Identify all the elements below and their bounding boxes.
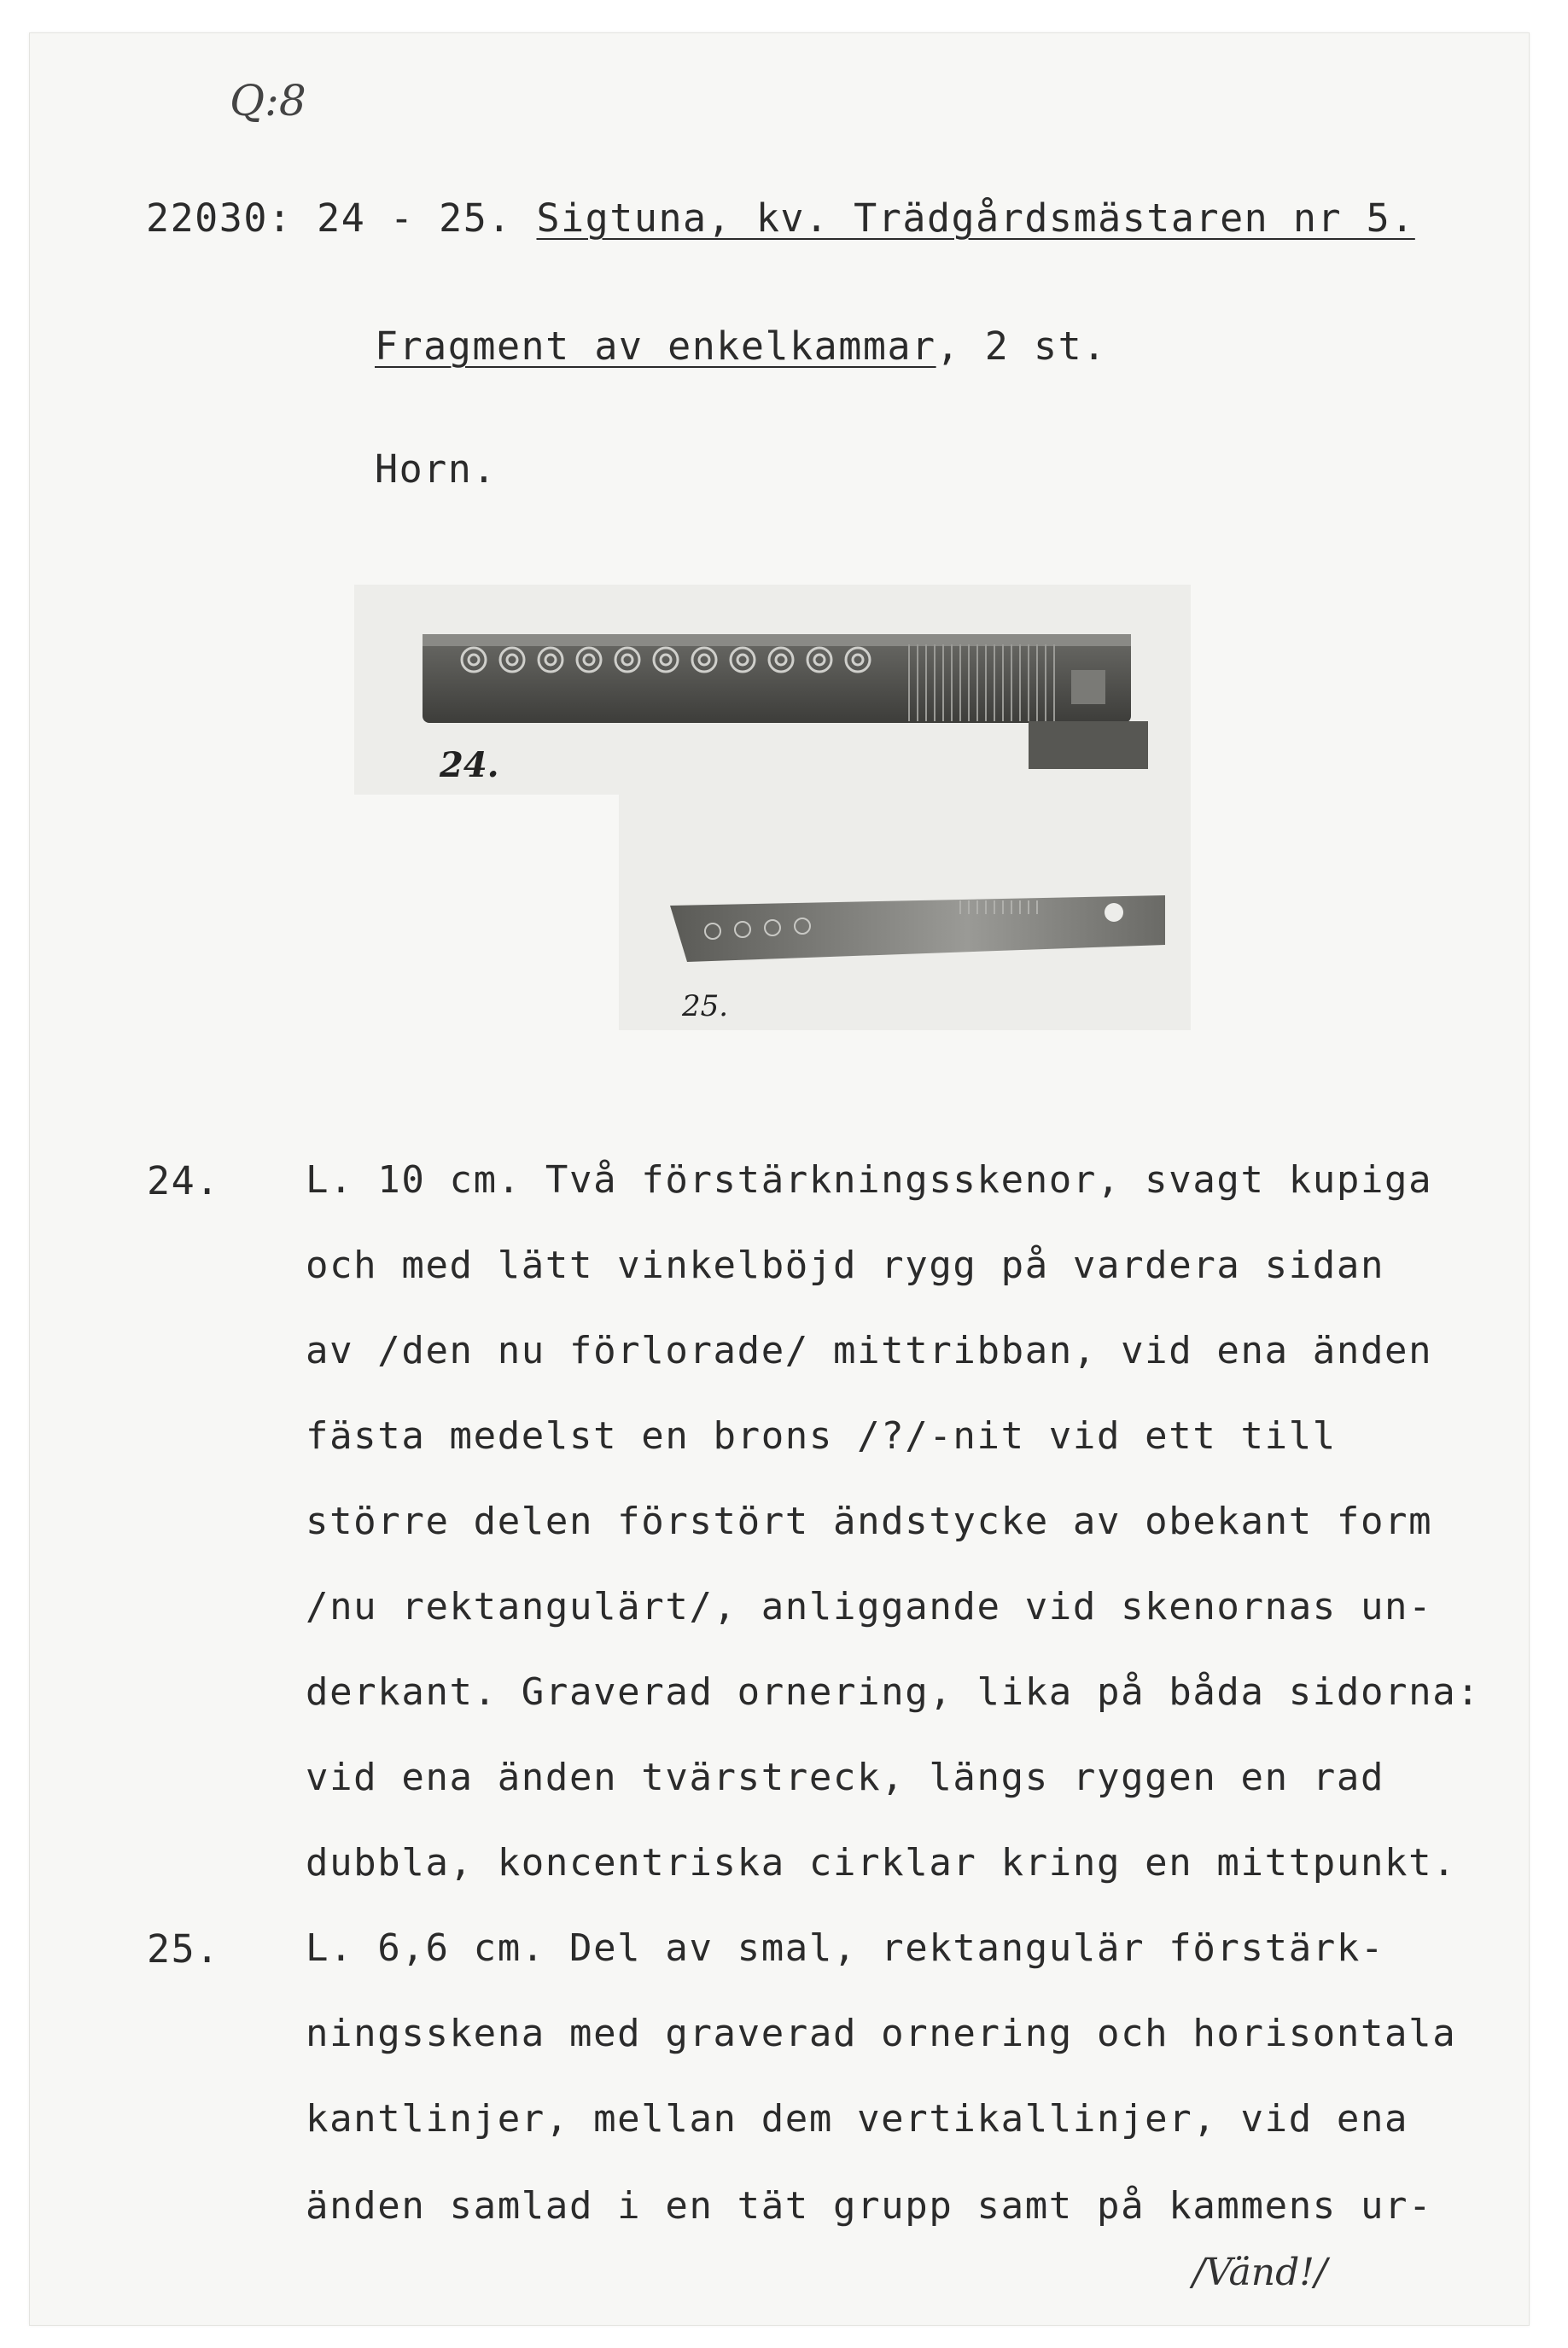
entry-25-line: kantlinjer, mellan dem vertikallinjer, vid ena bbox=[306, 2097, 1409, 2141]
entry-25-line: ningsskena med graverad ornering och horisontala bbox=[306, 2012, 1457, 2055]
handwritten-annotation: Q:8 bbox=[230, 76, 306, 125]
entry-24-line: av /den nu förlorade/ mittribban, vid ena änden bbox=[306, 1329, 1433, 1372]
object-count: , 2 st. bbox=[936, 323, 1107, 369]
entry-24-line: dubbla, koncentriska cirklar kring en mittpunkt. bbox=[306, 1841, 1457, 1885]
entry-25-line: änden samlad i en tät grupp samt på kammens ur- bbox=[306, 2184, 1433, 2228]
entry-25-line: L. 6,6 cm. Del av smal, rektangulär förstärk- bbox=[306, 1926, 1385, 1970]
catalog-card bbox=[29, 32, 1530, 2326]
object-line bbox=[375, 323, 1107, 369]
entry-24-line: större delen förstört ändstycke av obekant form bbox=[306, 1500, 1433, 1543]
entry-24-line: /nu rektangulärt/, anliggande vid skenornas un- bbox=[306, 1585, 1433, 1628]
entry-number-24: 24. bbox=[147, 1158, 220, 1203]
photo-label-24: 24. bbox=[440, 745, 499, 785]
entry-number-25: 25. bbox=[147, 1926, 220, 1972]
entry-24-line: derkant. Graverad ornering, lika på båda sidorna: bbox=[306, 1670, 1481, 1714]
turn-over-note: /Vänd!/ bbox=[1192, 2251, 1327, 2294]
material: Horn. bbox=[375, 446, 497, 492]
entry-24-line: fästa medelst en brons /?/-nit vid ett till bbox=[306, 1414, 1337, 1458]
photo-comb-24 bbox=[354, 585, 1191, 795]
photo-label-25: 25. bbox=[682, 989, 729, 1023]
entry-24-line: L. 10 cm. Två förstärkningsskenor, svagt kupiga bbox=[306, 1158, 1433, 1202]
object-name: Fragment av enkelkammar bbox=[375, 323, 936, 369]
catalog-number: 22030: 24 - 25. bbox=[146, 195, 512, 241]
photo-comb-25 bbox=[619, 795, 1191, 1030]
find-location: Sigtuna, kv. Trädgårdsmästaren nr 5. bbox=[536, 195, 1415, 241]
entry-24-line: och med lätt vinkelböjd rygg på vardera sidan bbox=[306, 1244, 1385, 1287]
entry-24-line: vid ena änden tvärstreck, längs ryggen en rad bbox=[306, 1756, 1385, 1799]
catalog-header bbox=[146, 195, 1415, 241]
